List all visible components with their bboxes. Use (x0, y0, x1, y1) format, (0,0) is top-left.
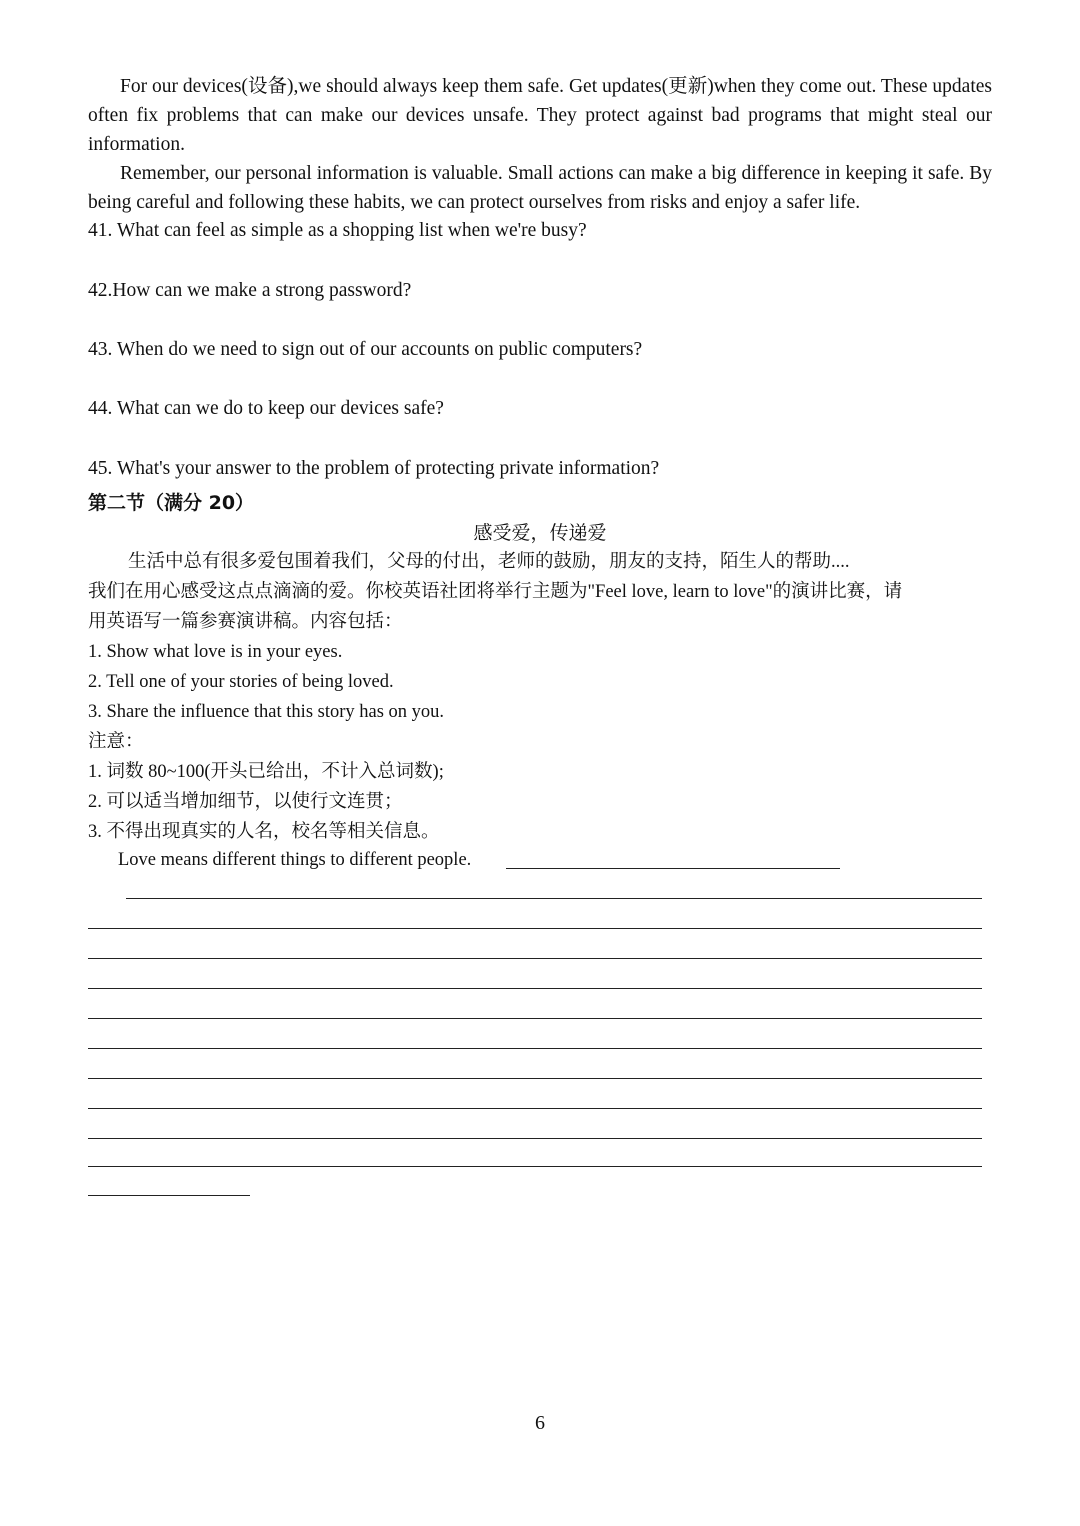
opening-sentence: Love means different things to different people. (118, 850, 472, 870)
question-43: 43. When do we need to sign out of our accounts on public computers? (88, 339, 643, 360)
section-heading: 第二节（满分 20） (88, 492, 255, 514)
question-41: 41. What can feel as simple as a shopping list when we're busy? (88, 220, 587, 241)
notes-label: 注意： (88, 732, 144, 752)
content-point-2: 2. Tell one of your stories of being loved. (88, 672, 394, 692)
question-44: 44. What can we do to keep our devices safe? (88, 398, 444, 419)
intro-line-3: 用英语写一篇参赛演讲稿。内容包括： (88, 612, 403, 632)
answer-line[interactable] (88, 1138, 982, 1139)
answer-line[interactable] (88, 1166, 982, 1167)
note-3: 3. 不得出现真实的人名，校名等相关信息。 (88, 822, 440, 842)
answer-line[interactable] (88, 1018, 982, 1019)
intro-line-1: 生活中总有很多爱包围着我们，父母的付出，老师的鼓励，朋友的支持，陌生人的帮助.... (128, 552, 850, 572)
intro-line-2: 我们在用心感受这点点滴滴的爱。你校英语社团将举行主题为"Feel love, learn to love"的演讲比赛，请 (88, 582, 903, 602)
writing-title: 感受爱，传递爱 (473, 522, 607, 544)
answer-line[interactable] (88, 988, 982, 989)
content-point-1: 1. Show what love is in your eyes. (88, 642, 343, 662)
answer-line[interactable] (88, 928, 982, 929)
note-2: 2. 可以适当增加细节，以使行文连贯； (88, 792, 403, 812)
answer-line[interactable] (88, 958, 982, 959)
passage-paragraph-2: Remember, our personal information is valuable. Small actions can make a big difference in keeping it safe. By being careful and following these habits, we can protect ourselves from risks and enjoy a safer life. (88, 163, 992, 213)
answer-line[interactable] (88, 1108, 982, 1109)
note-1: 1. 词数 80~100(开头已给出，不计入总词数); (88, 762, 444, 782)
page-number: 6 (535, 1412, 545, 1434)
answer-line[interactable] (88, 1195, 250, 1196)
question-45: 45. What's your answer to the problem of protecting private information? (88, 458, 660, 479)
question-42: 42.How can we make a strong password? (88, 280, 412, 301)
answer-line[interactable] (506, 868, 840, 869)
answer-line[interactable] (126, 898, 982, 899)
answer-line[interactable] (88, 1048, 982, 1049)
passage-paragraph-1: For our devices(设备),we should always keep them safe. Get updates(更新)when they come out. These updates often fix problems that can make our devices unsafe. They protect against bad programs that might steal our information. (88, 76, 992, 155)
answer-line[interactable] (88, 1078, 982, 1079)
content-point-3: 3. Share the influence that this story has on you. (88, 702, 445, 722)
